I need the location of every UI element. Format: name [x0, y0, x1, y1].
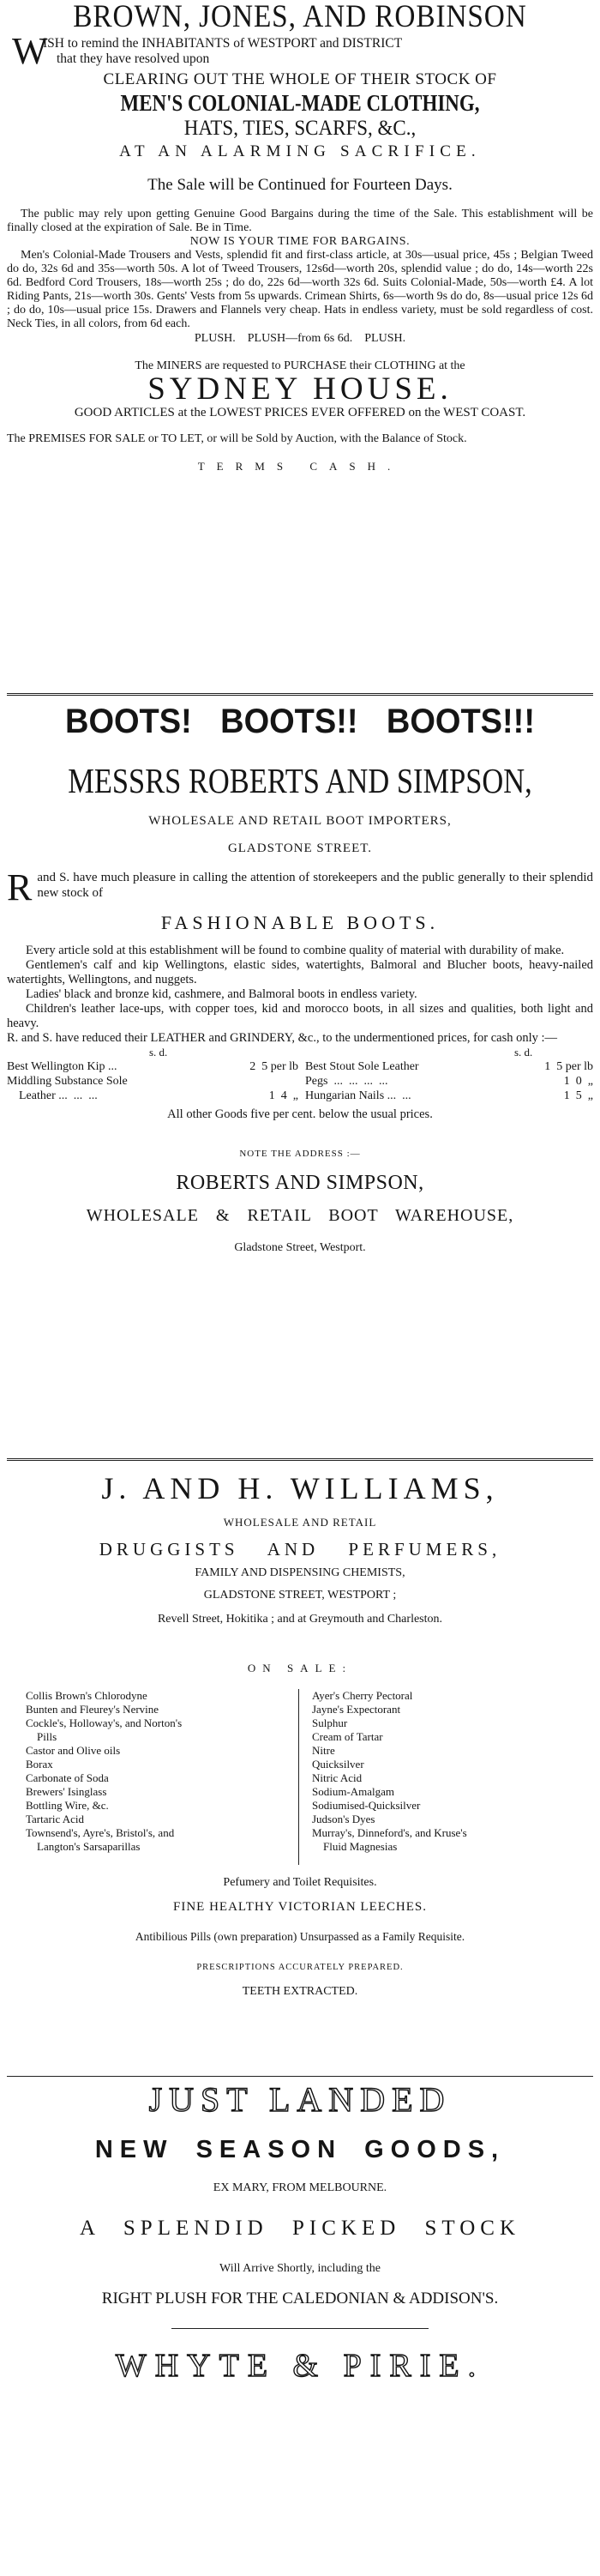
ad1-articles: GOOD ARTICLES at the LOWEST PRICES EVER OFFERED on the WEST COAST.	[74, 406, 526, 419]
ad3-perfumery: Pefumery and Toilet Requisites.	[223, 1876, 377, 1889]
sale-item: Collis Brown's Chlorodyne	[26, 1689, 147, 1702]
ad3-pills: Antibilious Pills (own preparation) Unsurpassed as a Family Requisite.	[135, 1930, 465, 1943]
ad4-just-landed: JUST LANDED	[148, 2080, 452, 2119]
ad1-continued: The Sale will be Continued for Fourteen Days.	[147, 176, 453, 194]
ad2-intro-dropcap: R	[7, 866, 33, 908]
ad1-intro-line2: that they have resolved upon	[57, 51, 210, 66]
price-row	[305, 1074, 593, 1089]
ad4-whyte-pirie: WHYTE & PIRIE.	[115, 2348, 485, 2384]
ad2-intro	[7, 866, 593, 908]
sale-item: Borax	[26, 1758, 53, 1771]
sale-item: Pills	[26, 1730, 57, 1743]
ad4-new-season: NEW SEASON GOODS,	[94, 2136, 506, 2163]
ad2-p2: Gentlemen's calf and kip Wellingtons, elastic sides, watertights, Balmoral and Blucher boots, heavy-nailed watertights, Wellingtons, and nuggets.	[7, 958, 593, 986]
price-value: 2 5 per lb	[249, 1060, 298, 1073]
ad4-right-plush: RIGHT PLUSH FOR THE CALEDONIAN & ADDISON'S.	[101, 2289, 499, 2308]
price-row	[305, 1059, 593, 1074]
ad3-teeth: TEETH EXTRACTED.	[242, 1985, 358, 1998]
ad2-note: NOTE THE ADDRESS :—	[239, 1149, 361, 1159]
price-value: 1 5 per lb	[544, 1060, 593, 1073]
price-row	[7, 1059, 298, 1074]
price-value: 1 0 „	[563, 1075, 593, 1088]
ad4-ex-mary: EX MARY, FROM MELBOURNE.	[213, 2181, 387, 2194]
price-item: Pegs ... ... ... ...	[305, 1075, 388, 1088]
ad2-prices-right	[305, 1059, 593, 1103]
sale-item: Castor and Olive oils	[26, 1744, 121, 1757]
sale-item: Tartaric Acid	[26, 1813, 85, 1825]
newspaper-advertisements-column	[7, 0, 593, 2576]
price-item: Best Wellington Kip ...	[7, 1060, 117, 1073]
ad1-terms: TERMS CASH.	[197, 460, 403, 473]
ad3-druggists: DRUGGISTS AND PERFUMERS,	[99, 1539, 501, 1559]
ad2-p1: Every article sold at this establishment will be found to combine quality of material with durability of make.	[26, 944, 565, 957]
sale-item: Murray's, Dinneford's, and Kruse's	[312, 1826, 467, 1839]
ad1-sacrifice: AT AN ALARMING SACRIFICE.	[119, 142, 481, 160]
ad2-p5: R. and S. have reduced their LEATHER and GRINDERY, &c., to the undermentioned prices, for cash only :—	[7, 1031, 558, 1045]
ad1-plush: PLUSH. PLUSH—from 6s 6d. PLUSH.	[194, 332, 406, 345]
ad3-leeches: FINE HEALTHY VICTORIAN LEECHES.	[173, 1900, 427, 1914]
ad2-firm2: ROBERTS AND SIMPSON,	[176, 1172, 424, 1194]
divider-rule	[7, 2076, 593, 2077]
ad3-prescriptions: PRESCRIPTIONS ACCURATELY PREPARED.	[196, 1963, 404, 1972]
ad2-p3: Ladies' black and bronze kid, cashmere, and Balmoral boots in endless variety.	[26, 987, 417, 1001]
ad2-sd-right: s. d.	[514, 1046, 533, 1059]
ad2-firm: MESSRS ROBERTS AND SIMPSON,	[68, 761, 532, 800]
sale-item: Nitric Acid	[312, 1771, 363, 1784]
divider-rule	[7, 1458, 593, 1461]
price-row	[7, 1074, 298, 1089]
ad2-warehouse: WHOLESALE & RETAIL BOOT WAREHOUSE,	[86, 1206, 514, 1225]
ad3-on-sale: ON SALE:	[247, 1662, 353, 1674]
ad3-items-left	[26, 1689, 297, 1854]
sale-item: Sodium-Amalgam	[312, 1785, 395, 1798]
sale-item: Sulphur	[312, 1716, 348, 1729]
sale-item: Bunten and Fleurey's Nervine	[26, 1703, 159, 1716]
ad1-paragraph-public: The public may rely upon getting Genuine Good Bargains during the time of the Sale. This establishment will be finally closed at the expiration of Sale. Be in Time.	[7, 208, 593, 234]
ad2-boots-heading: BOOTS! BOOTS!! BOOTS!!!	[64, 703, 535, 740]
sale-item: Judson's Dyes	[312, 1813, 375, 1825]
ad1-clothing: MEN'S COLONIAL-MADE CLOTHING,	[120, 90, 480, 116]
ad4-arrive: Will Arrive Shortly, including the	[219, 2262, 381, 2275]
ad1-paragraph-prices: Men's Colonial-Made Trousers and Vests, splendid fit and first-class article, at 30s—usual price, 45s ; Belgian Tweed do do, 32s 6d and 35s—worth 50s. A lot of Tweed Trousers, 12s6d—worth 20s, splendid value ; do do, 14s—worth 22s 6d. Bedford Cord Trousers, 18s—worth 25s ; do do, 22s 6d—worth 32s 6d. Suits Colonial-Made, 50s—worth £4. A lot Riding Pants, 21s—worth 30s. Gents' Vests from 5s upwards. Crimean Shirts, 6s—worth 9s do do, 8s—usual price 12s 6d ; do do, 10s—usual price 15s. Drawers and Flannels very cheap. Hats in endless variety, must be sold regardless of cost. Neck Ties, in all colors, from 6d each.	[7, 249, 593, 330]
ad3-wholesale: WHOLESALE AND RETAIL	[223, 1516, 377, 1529]
ad1-intro-dropcap: W	[12, 30, 48, 72]
sale-item: Fluid Magnesias	[312, 1840, 398, 1853]
ad1-intro	[7, 30, 593, 72]
ad1-intro-line1: ISH to remind the INHABITANTS of WESTPORT and DISTRICT	[43, 36, 403, 51]
ad3-firm: J. AND H. WILLIAMS,	[101, 1471, 499, 1505]
sale-item: Bottling Wire, &c.	[26, 1799, 109, 1812]
sale-item: Cream of Tartar	[312, 1730, 383, 1743]
ad3-street: GLADSTONE STREET, WESTPORT ;	[203, 1589, 397, 1602]
sale-item: Carbonate of Soda	[26, 1771, 109, 1784]
sale-item: Ayer's Cherry Pectoral	[312, 1689, 413, 1702]
price-item: Middling Substance Sole	[7, 1075, 128, 1088]
ad1-premises: The PREMISES FOR SALE or TO LET, or will be Sold by Auction, with the Balance of Stock.	[7, 432, 467, 445]
roberts-simpson-ad	[7, 702, 593, 1256]
ad2-street: GLADSTONE STREET.	[227, 842, 373, 855]
brown-jones-robinson-ad	[7, 0, 593, 474]
column-divider	[298, 1689, 299, 1865]
ad3-chemists: FAMILY AND DISPENSING CHEMISTS,	[195, 1566, 405, 1579]
divider-rule	[7, 693, 593, 696]
price-value: 1 4 „	[268, 1089, 298, 1102]
ad2-fashionable: FASHIONABLE BOOTS.	[160, 912, 440, 933]
ad2-intro-text: and S. have much pleasure in calling the attention of storekeepers and the public generally to their splendid new stock of	[37, 871, 593, 900]
sale-item: Langton's Sarsaparillas	[26, 1840, 141, 1853]
sale-item: Quicksilver	[312, 1758, 364, 1771]
short-rule	[171, 2328, 429, 2329]
sale-item: Townsend's, Ayre's, Bristol's, and	[26, 1826, 175, 1839]
ad2-price-table	[7, 1046, 593, 1107]
williams-chemists-ad	[7, 1471, 593, 2000]
price-item: Leather ... ... ...	[7, 1089, 98, 1102]
ad3-branches: Revell Street, Hokitika ; and at Greymouth and Charleston.	[157, 1613, 443, 1626]
ad2-address: Gladstone Street, Westport.	[234, 1241, 366, 1254]
ad2-others: All other Goods five per cent. below the usual prices.	[167, 1107, 433, 1121]
sale-item: Jayne's Expectorant	[312, 1703, 401, 1716]
sale-item: Brewers' Isinglass	[26, 1785, 107, 1798]
price-item: Hungarian Nails ... ...	[305, 1089, 411, 1102]
ad3-items-table	[7, 1689, 593, 1865]
ad1-miners: The MINERS are requested to PURCHASE their CLOTHING at the	[135, 359, 465, 372]
ad2-sd-left: s. d.	[149, 1046, 168, 1059]
ad4-splendid: A SPLENDID PICKED STOCK	[79, 2217, 521, 2240]
ad1-clearing: CLEARING OUT THE WHOLE OF THEIR STOCK OF	[103, 70, 497, 88]
price-value: 1 5 „	[563, 1089, 593, 1102]
sale-item: Sodiumised-Quicksilver	[312, 1799, 421, 1812]
ad3-items-right	[312, 1689, 593, 1854]
whyte-pirie-ad	[7, 2081, 593, 2386]
price-row	[305, 1089, 593, 1103]
sale-item: Nitre	[312, 1744, 335, 1757]
price-row	[7, 1089, 298, 1103]
ad2-prices-left	[7, 1059, 298, 1103]
sale-item: Cockle's, Holloway's, and Norton's	[26, 1716, 183, 1729]
ad2-p4: Children's leather lace-ups, with copper toes, kid and morocco boots, in all sizes and qualities, both light and heavy.	[7, 1002, 593, 1030]
price-item: Best Stout Sole Leather	[305, 1060, 419, 1073]
ad1-now: NOW IS YOUR TIME FOR BARGAINS.	[189, 235, 411, 248]
ad1-sydney-house: SYDNEY HOUSE.	[147, 371, 453, 407]
ad1-hats: HATS, TIES, SCARFS, &C.,	[183, 117, 417, 140]
ad2-importers: WHOLESALE AND RETAIL BOOT IMPORTERS,	[148, 814, 452, 828]
ad1-heading: BROWN, JONES, AND ROBINSON	[73, 0, 527, 34]
